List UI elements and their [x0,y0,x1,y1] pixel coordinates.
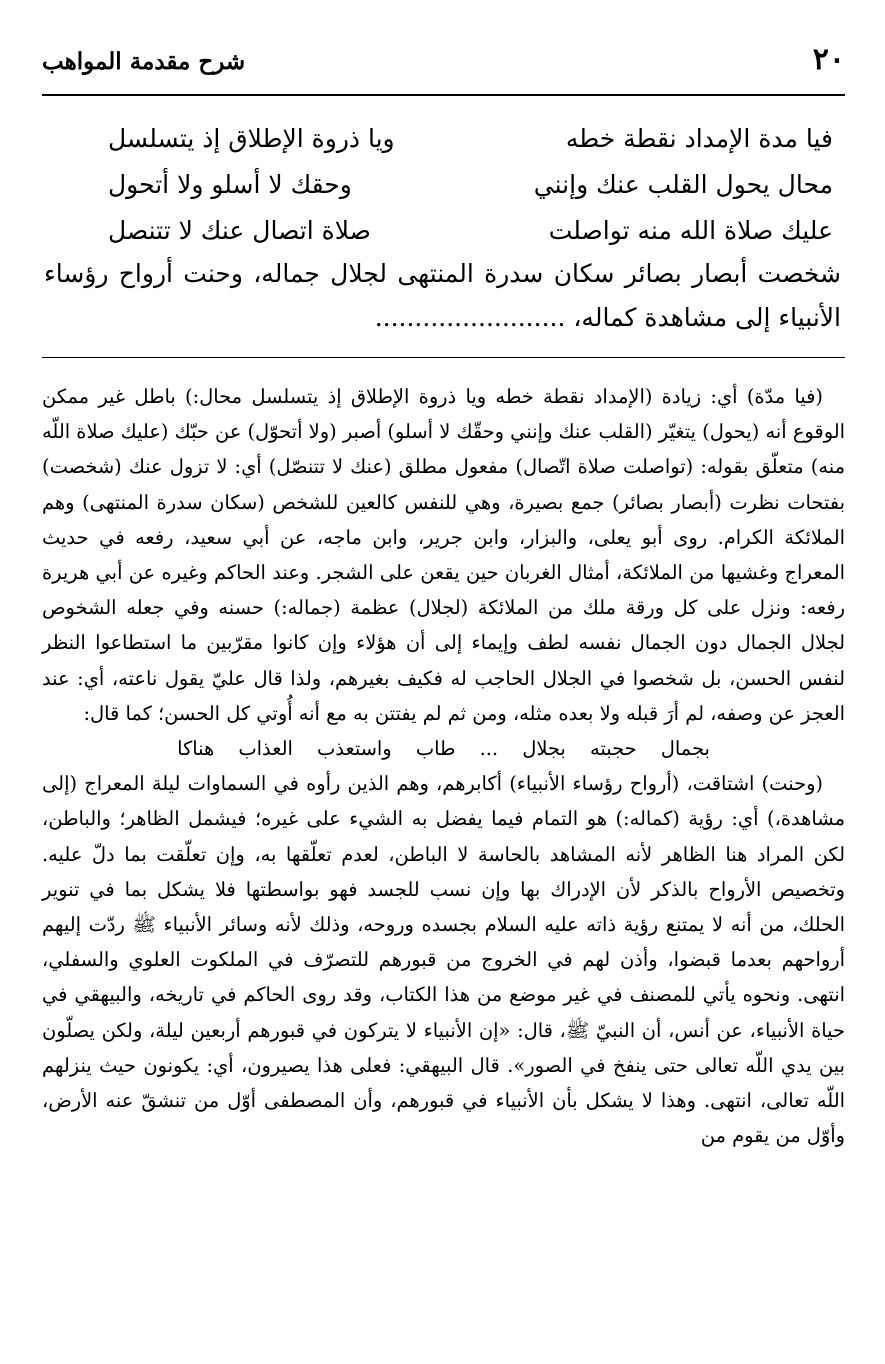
main-text-paragraph: شخصت أبصار بصائر سكان سدرة المنتهى لجلال جماله، وحنت أرواح رؤساء الأنبياء إلى مشاهدة كماله، ........................ [44,259,841,332]
main-text [44,252,841,340]
commentary-paragraph-1: (فيا مدّة) أي: زيادة (الإمداد نقطة خطه ويا ذروة الإطلاق إذ يتسلسل محال:) باطل غير ممكن الوقوع أنه (يحول) يتغيّر (القلب عنك وإنني وحقّك لا أسلو) أصبر (ولا أتحوّل) عن حبّك (عليك صلاة اللّه منه) متعلّق بقوله: (تواصلت صلاة اتّصال) مفعول مطلق (عنك لا تتنصّل) أي: لا تزول عنك (شخصت) بفتحات نظرت (أبصار بصائر) جمع بصيرة، وهي للنفس كالعين للشخص (سكان سدرة المنتهى) وهم الملائكة الكرام. روى أبو يعلى، والبزار، وابن جرير، وابن ماجه، عن أبي سعيد، رفعه في حديث المعراج وغشيها من الملائكة، أمثال الغربان حين يقعن على الشجر. وعند الحاكم وغيره عن أبي هريرة رفعه: ونزل على كل ورقة ملك من الملائكة (لجلال) عظمة (جماله:) حسنه وفي جعله الشخوص لجلال الجمال دون الجمال نفسه لطف وإيماء إلى أن هؤلاء وإن كانوا مقرّبين ما استطاعوا النظر لنفس الحسن، بل شخصوا في الجلال الحاجب له فكيف بغيرهم، ولذا قال عليّ يقول ناعته، أي: عند العجز عن وصفه، لم أرَ قبله ولا بعده مثله، ومن ثم لم يفتتن به مع أنه أُوتي كل الحسن؛ كما قال: [42,385,846,725]
poem-verse [108,208,833,254]
poem-verse [108,116,833,162]
page-number: ٢٠ [812,42,845,77]
verse-first-hemistich: عليك صلاة الله منه تواصلت [548,216,833,245]
poem-block [108,116,833,254]
verse-second-hemistich: ويا ذروة الإطلاق إذ يتسلسل [108,124,395,153]
verse-second-hemistich: وحقك لا أسلو ولا أتحول [108,170,352,199]
quoted-verse: بجمال حجبته بجلال ... طاب واستعذب العذاب هناكا [177,737,710,761]
running-title: شرح مقدمة المواهب [42,48,246,75]
section-divider [42,357,845,358]
verse-second-hemistich: صلاة اتصال عنك لا تتنصل [108,216,371,245]
verse-first-hemistich: فيا مدة الإمداد نقطة خطه [565,124,833,153]
page-header [42,38,845,96]
poem-verse [108,162,833,208]
commentary-paragraph-2: (وحنت) اشتاقت، (أرواح رؤساء الأنبياء) أكابرهم، وهم الذين رأوه في السماوات ليلة المعراج (إلى مشاهدة،) أي: رؤية (كماله:) هو التمام فيما يفضل به الشيء على غيره؛ فيشمل الظاهر؛ والباطن، لكن المراد هنا الظاهر لأنه المشاهد بالحاسة لا الباطن، لعدم تعلّقها به، وإن تعلّقت بما دلّ عليه. وتخصيص الأرواح بالذكر لأن الإدراك بها وإن نسب للجسد فهو بواسطتها فلا يشكل بما في تنوير الحلك، من أنه لا يمتنع رؤية ذاته عليه السلام بجسده وروحه، وذلك لأنه وسائر الأنبياء ﷺ ردّت إليهم أرواحهم بعدما قبضوا، وأذن لهم في الخروج من قبورهم للتصرّف في الملكوت العلوي والسفلي، انتهى. ونحوه يأتي للمصنف في غير موضع من هذا الكتاب، وقد روى الحاكم في تاريخه، والبيهقي في حياة الأنبياء، عن أنس، أن النبيّ ﷺ، قال: «إن الأنبياء لا يتركون في قبورهم أربعين ليلة، ولكن يصلّون بين يدي اللّه تعالى حتى ينفخ في الصور». قال البيهقي: فعلى هذا يصيرون، أي: يكونون حيث ينزلهم اللّه تعالى، انتهى. وهذا لا يشكل بأن الأنبياء في قبورهم، وأن المصطفى أوّل من تنشقّ عنه الأرض، وأوّل من يقوم من [42,772,845,1148]
verse-first-hemistich: محال يحول القلب عنك وإنني [533,170,833,199]
commentary-text [42,379,845,1153]
